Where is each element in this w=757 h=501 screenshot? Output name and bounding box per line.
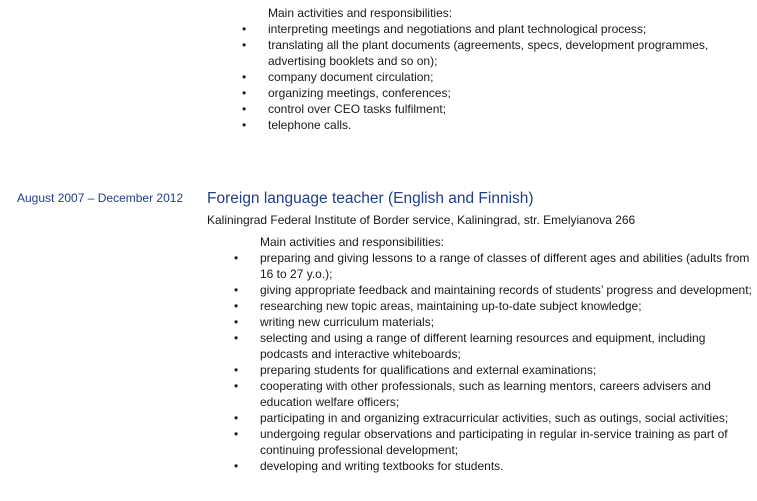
list-item: • preparing students for qualifications and external examinations;	[234, 363, 597, 377]
list-item: • organizing meetings, conferences;	[242, 86, 451, 100]
list-item: • writing new curriculum materials;	[234, 315, 435, 329]
bullet-icon: •	[242, 118, 247, 132]
section2-list	[234, 250, 754, 474]
list-item: • giving appropriate feedback and maintaining records of students’ progress and development;	[234, 283, 752, 297]
employer: Kaliningrad Federal Institute of Border service, Kaliningrad, str. Emelyianova 266	[207, 213, 636, 227]
bullet-icon: •	[234, 459, 239, 473]
section1-list	[242, 21, 738, 133]
bullet-icon: •	[234, 331, 239, 345]
list-item: • selecting and using a range of different learning resources and equipment, including podcasts and interactive whiteboards;	[234, 331, 706, 361]
list-item: • telephone calls.	[242, 118, 352, 132]
bullet-icon: •	[234, 411, 239, 425]
list-item: • control over CEO tasks fulfilment;	[242, 102, 447, 116]
bullet-icon: •	[234, 363, 239, 377]
bullet-icon: •	[242, 38, 247, 52]
employment-dates: August 2007 – December 2012	[17, 191, 184, 205]
bullet-icon: •	[242, 86, 247, 100]
list-item: • company document circulation;	[242, 70, 434, 84]
bullet-icon: •	[242, 22, 247, 36]
list-item: • undergoing regular observations and participating in regular in-service training as part of continuing professional development;	[234, 427, 728, 457]
list-item: • preparing and giving lessons to a range of classes of different ages and abilities (adults from 16 to 27 y.o.);	[234, 251, 750, 281]
bullet-icon: •	[234, 299, 239, 313]
list-item: • interpreting meetings and negotiations and plant technological process;	[242, 22, 647, 36]
job-title: Foreign language teacher (English and Finnish)	[207, 190, 534, 207]
list-item: • translating all the plant documents (agreements, specs, development programmes, advertising booklets and so on);	[242, 38, 709, 68]
bullet-icon: •	[234, 427, 239, 441]
bullet-icon: •	[234, 251, 239, 265]
bullet-icon: •	[234, 283, 239, 297]
list-item: • cooperating with other professionals, such as learning mentors, careers advisers and education welfare officers;	[234, 379, 711, 409]
bullet-icon: •	[242, 102, 247, 116]
section1-intro: Main activities and responsibilities:	[268, 6, 453, 20]
bullet-icon: •	[234, 379, 239, 393]
list-item: • participating in and organizing extracurricular activities, such as outings, social activities;	[234, 411, 729, 425]
list-item: • researching new topic areas, maintaining up-to-date subject knowledge;	[234, 299, 642, 313]
section2-intro: Main activities and responsibilities:	[260, 235, 445, 249]
bullet-icon: •	[234, 315, 239, 329]
bullet-icon: •	[242, 70, 247, 84]
list-item: • developing and writing textbooks for students.	[234, 459, 504, 473]
